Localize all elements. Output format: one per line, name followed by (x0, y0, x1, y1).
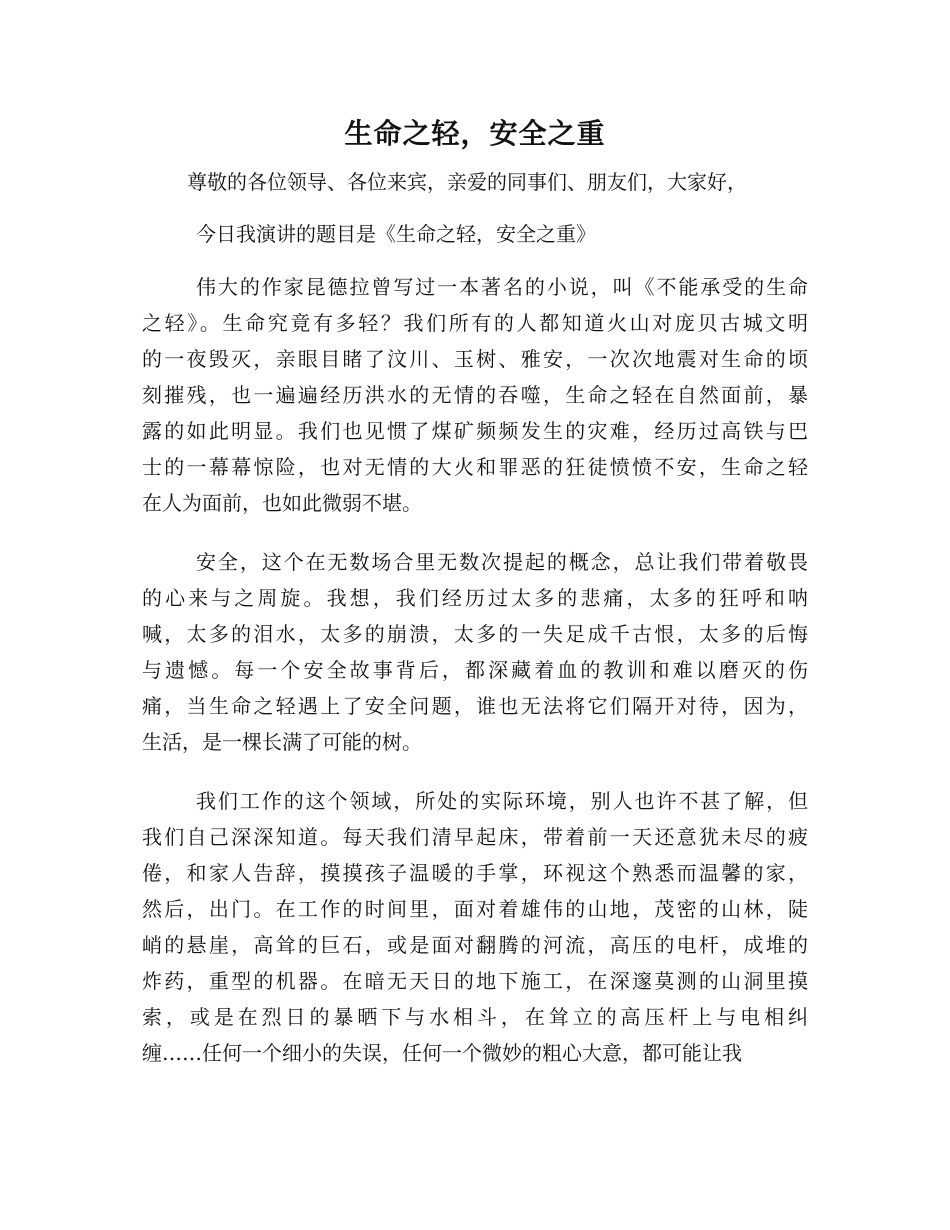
paragraph-line: 倦，和家人告辞，摸摸孩子温暖的手掌，环视这个熟悉而温馨的家， (142, 861, 808, 885)
paragraph-line: 之轻》。生命究竟有多轻？我们所有的人都知道火山对庞贝古城文明 (142, 311, 808, 335)
paragraph-line: 峭的悬崖，高耸的巨石，或是面对翻腾的河流，高压的电杆，成堆的 (142, 933, 808, 957)
paragraph-1 (142, 275, 808, 527)
paragraph-line: 痛，当生命之轻遇上了安全问题，谁也无法将它们隔开对待，因为， (142, 694, 808, 718)
paragraph-line: 炸药，重型的机器。在暗无天日的地下施工，在深邃莫测的山洞里摸 (142, 969, 808, 993)
intro-line: 今日我演讲的题目是《生命之轻，安全之重》 (196, 222, 596, 246)
paragraph-line: 士的一幕幕惊险，也对无情的大火和罪恶的狂徒愤愤不安，生命之轻 (142, 455, 808, 479)
paragraph-line: 喊，太多的泪水，太多的崩溃，太多的一失足成千古恨，太多的后悔 (142, 622, 808, 646)
paragraph-line: 我们自己深深知道。每天我们清早起床，带着前一天还意犹未尽的疲 (142, 825, 808, 849)
paragraph-line: 的心来与之周旋。我想，我们经历过太多的悲痛，太多的狂呼和呐 (142, 586, 808, 610)
greeting-line: 尊敬的各位领导、各位来宾，亲爱的同事们、朋友们，大家好， (187, 170, 747, 194)
paragraph-line: 生活，是一棵长满了可能的树。 (142, 730, 422, 754)
paragraph-line: 刻摧残，也一遍遍经历洪水的无情的吞噬，生命之轻在自然面前，暴 (142, 383, 808, 407)
paragraph-line: 露的如此明显。我们也见惯了煤矿频频发生的灾难，经历过高铁与巴 (142, 419, 808, 443)
paragraph-line: 在人为面前，也如此微弱不堪。 (142, 491, 422, 515)
paragraph-line: 缠……任何一个细小的失误，任何一个微妙的粗心大意，都可能让我 (142, 1041, 742, 1065)
paragraph-line: 我们工作的这个领域，所处的实际环境，别人也许不甚了解，但 (196, 789, 808, 813)
paragraph-line: 安全，这个在无数场合里无数次提起的概念，总让我们带着敬畏 (196, 550, 808, 574)
paragraph-line: 伟大的作家昆德拉曾写过一本著名的小说，叫《不能承受的生命 (196, 275, 808, 299)
paragraph-line: 与遗憾。每一个安全故事背后，都深藏着血的教训和难以磨灭的伤 (142, 658, 808, 682)
paragraph-line: 的一夜毁灭，亲眼目睹了汶川、玉树、雅安，一次次地震对生命的顷 (142, 347, 808, 371)
paragraph-line: 索，或是在烈日的暴晒下与水相斗，在耸立的高压杆上与电相纠 (142, 1005, 808, 1029)
document-title: 生命之轻，安全之重 (344, 117, 606, 150)
paragraph-line: 然后，出门。在工作的时间里，面对着雄伟的山地，茂密的山林，陡 (142, 897, 808, 921)
paragraph-3 (142, 789, 808, 1077)
paragraph-2 (142, 550, 808, 766)
